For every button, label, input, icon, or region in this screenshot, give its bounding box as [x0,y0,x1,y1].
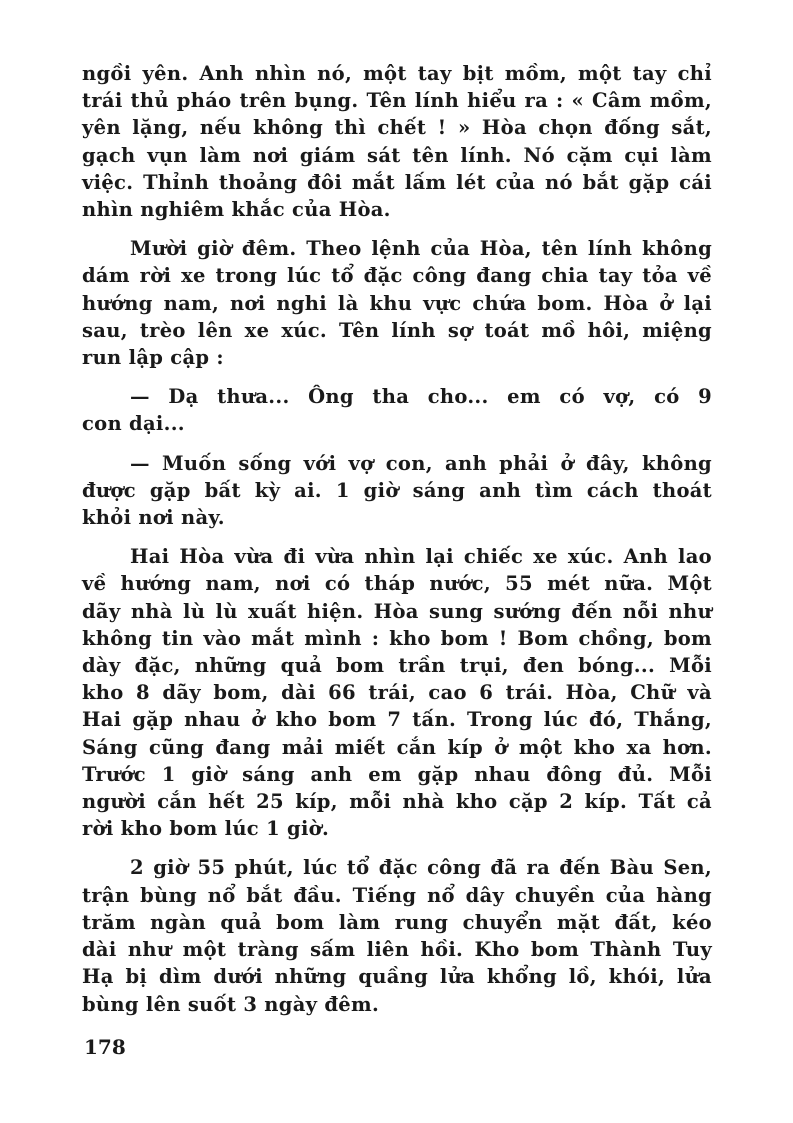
text-line: dám rời xe trong lúc tổ đặc công đang chia tay tỏa về [82,264,712,288]
text-line: — Dạ thưa... Ông tha cho... em có vợ, có 9 [130,385,712,409]
paragraph [82,854,712,1017]
text-line: rời kho bom lúc 1 giờ. [82,817,330,841]
text-line: trái thủ pháo trên bụng. Tên lính hiểu ra : « Câm mồm, [82,89,712,113]
text-line: dãy nhà lù lù xuất hiện. Hòa sung sướng đến nỗi như [82,599,712,623]
text-line: khỏi nơi này. [82,506,225,530]
text-line: Hạ bị dìm dưới những quầng lửa khổng lồ, khói, lửa [82,965,712,989]
text-line: bùng lên suốt 3 ngày đêm. [82,992,380,1016]
text-line: Mười giờ đêm. Theo lệnh của Hòa, tên lính không [130,237,712,261]
text-line: không tin vào mắt mình : kho bom ! Bom chồng, bom [82,626,712,650]
page-number: 178 [84,1035,126,1059]
text-line: dài như một tràng sấm liên hồi. Kho bom Thành Tuy [82,938,712,962]
text-line: trận bùng nổ bắt đầu. Tiếng nổ dây chuyền của hàng [82,883,712,907]
page-body [82,60,712,1030]
paragraph [82,543,712,842]
text-line: — Muốn sống với vợ con, anh phải ở đây, không [130,451,712,475]
text-line: sau, trèo lên xe xúc. Tên lính sợ toát mồ hôi, miệng [82,318,712,342]
text-line: Hai Hòa vừa đi vừa nhìn lại chiếc xe xúc. Anh lao [130,545,712,569]
text-line: nhìn nghiêm khắc của Hòa. [82,198,391,222]
text-line: kho 8 dãy bom, dài 66 trái, cao 6 trái. Hòa, Chữ và [82,681,712,705]
text-line: về hướng nam, nơi có tháp nước, 55 mét nữa. Một [82,572,712,596]
text-line: yên lặng, nếu không thì chết ! » Hòa chọn đống sắt, [82,116,712,140]
text-line: gạch vụn làm nơi giám sát tên lính. Nó cặm cụi làm [82,143,712,167]
paragraph [82,450,712,532]
text-line: hướng nam, nơi nghi là khu vực chứa bom. Hòa ở lại [82,291,712,315]
text-line: run lập cập : [82,346,224,370]
text-line: Hai gặp nhau ở kho bom 7 tấn. Trong lúc đó, Thắng, [82,708,712,732]
text-line: Trước 1 giờ sáng anh em gặp nhau đông đủ. Mỗi [82,762,712,786]
text-line: con dại... [82,412,185,436]
paragraph [82,235,712,371]
text-line: 2 giờ 55 phút, lúc tổ đặc công đã ra đến Bàu Sen, [130,856,712,880]
paragraph [82,383,712,437]
paragraph [82,60,712,223]
text-line: việc. Thỉnh thoảng đôi mắt lấm lét của nó bắt gặp cái [82,170,712,194]
text-line: được gặp bất kỳ ai. 1 giờ sáng anh tìm cách thoát [82,478,712,502]
text-line: trăm ngàn quả bom làm rung chuyển mặt đất, kéo [82,910,712,934]
text-line: Sáng cũng đang mải miết cắn kíp ở một kho xa hơn. [82,735,712,759]
text-line: ngồi yên. Anh nhìn nó, một tay bịt mồm, một tay chỉ [82,62,712,85]
text-line: người cắn hết 25 kíp, mỗi nhà kho cặp 2 kíp. Tất cả [82,790,712,814]
text-line: dày đặc, những quả bom trần trụi, đen bóng... Mỗi [82,654,712,678]
